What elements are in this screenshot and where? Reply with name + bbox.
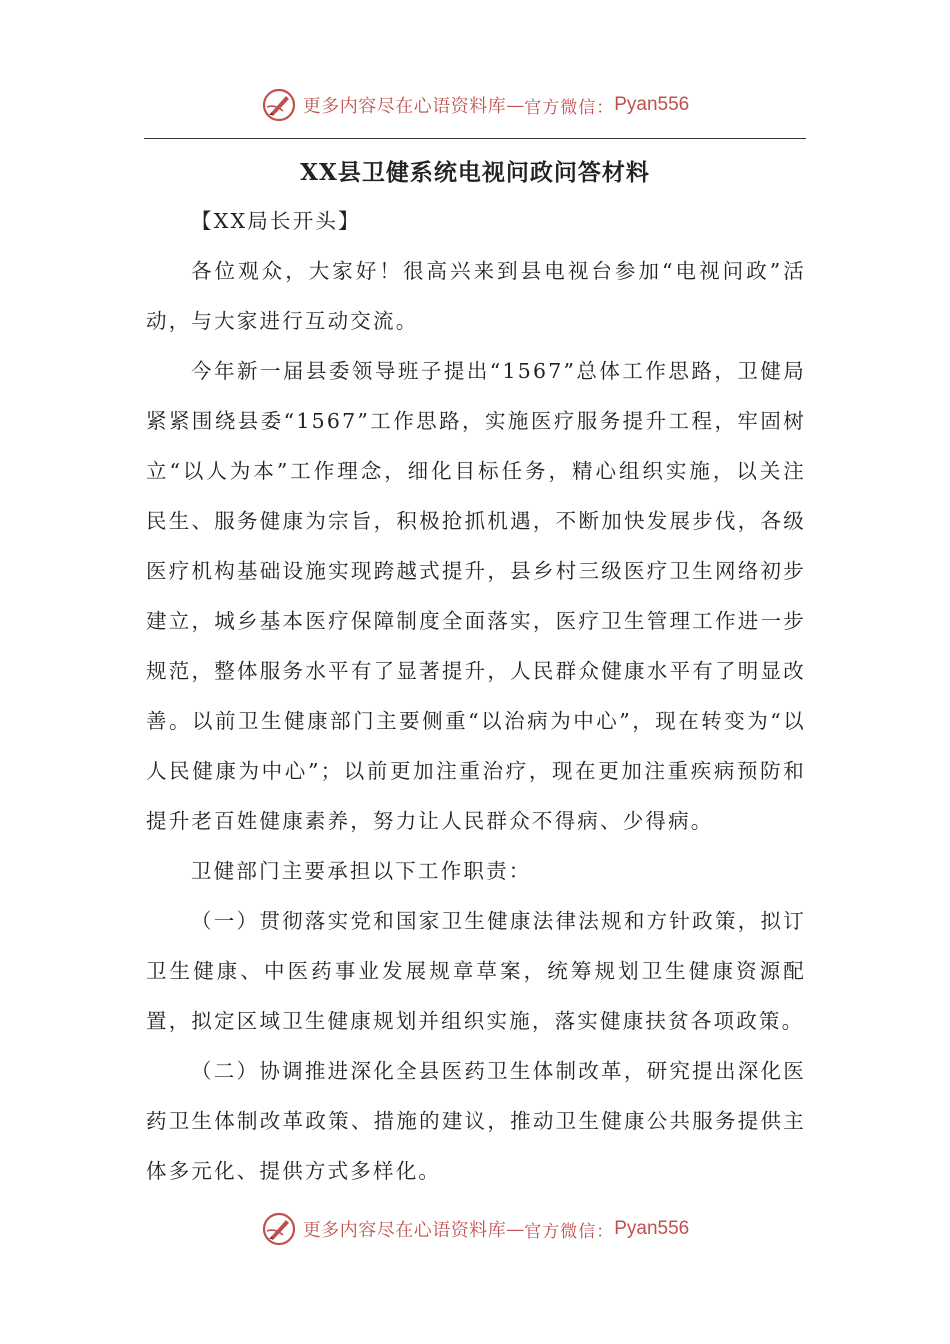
banner-separator: — bbox=[506, 94, 525, 116]
document-title: XX县卫健系统电视问政问答材料 bbox=[300, 159, 650, 186]
section-heading: 【XX局长开头】 bbox=[191, 209, 361, 233]
pen-seal-icon bbox=[261, 87, 297, 123]
document-body bbox=[146, 196, 806, 1196]
banner-slogan: 更多内容尽在心语资料库 bbox=[302, 1220, 507, 1241]
banner-separator: — bbox=[506, 1218, 525, 1240]
banner-slogan: 更多内容尽在心语资料库 bbox=[302, 96, 507, 117]
header-divider bbox=[144, 138, 806, 139]
header-banner bbox=[0, 82, 950, 128]
paragraph: 今年新一届县委领导班子提出“1567”总体工作思路，卫健局紧紧围绕县委“1567”工作思路，实施医疗服务提升工程，牢固树立“以人为本”工作理念，细化目标任务，精心组织实施，以关注民生、服务健康为宗旨，积极抢抓机遇，不断加快发展步伐，各级医疗机构基础设施实现跨越式提升，县乡村三级医疗卫生网络初步建立，城乡基本医疗保障制度全面落实，医疗卫生管理工作进一步规范，整体服务水平有了显著提升，人民群众健康水平有了明显改善。以前卫生健康部门主要侧重“以治病为中心”，现在转变为“以人民健康为中心”；以前更加注重治疗，现在更加注重疾病预防和提升老百姓健康素养，努力让人民群众不得病、少得病。 bbox=[146, 359, 806, 833]
footer-banner bbox=[0, 1206, 950, 1252]
paragraph: 卫健部门主要承担以下工作职责： bbox=[191, 859, 532, 883]
paragraph: （二）协调推进深化全县医药卫生体制改革，研究提出深化医药卫生体制改革政策、措施的建议，推动卫生健康公共服务提供主体多元化、提供方式多样化。 bbox=[146, 1059, 806, 1183]
banner-wechat-label: 官方微信： bbox=[524, 97, 615, 118]
pen-seal-icon bbox=[261, 1211, 297, 1247]
paragraph: （一）贯彻落实党和国家卫生健康法律法规和方针政策，拟订卫生健康、中医药事业发展规章草案，统筹规划卫生健康资源配置，拟定区域卫生健康规划并组织实施，落实健康扶贫各项政策。 bbox=[146, 909, 806, 1033]
paragraph: 各位观众，大家好！很高兴来到县电视台参加“电视问政”活动，与大家进行互动交流。 bbox=[146, 259, 806, 333]
banner-wechat-id: Pyan556 bbox=[614, 94, 690, 115]
banner-wechat-label: 官方微信： bbox=[524, 1221, 615, 1242]
banner-wechat-id: Pyan556 bbox=[614, 1218, 690, 1239]
